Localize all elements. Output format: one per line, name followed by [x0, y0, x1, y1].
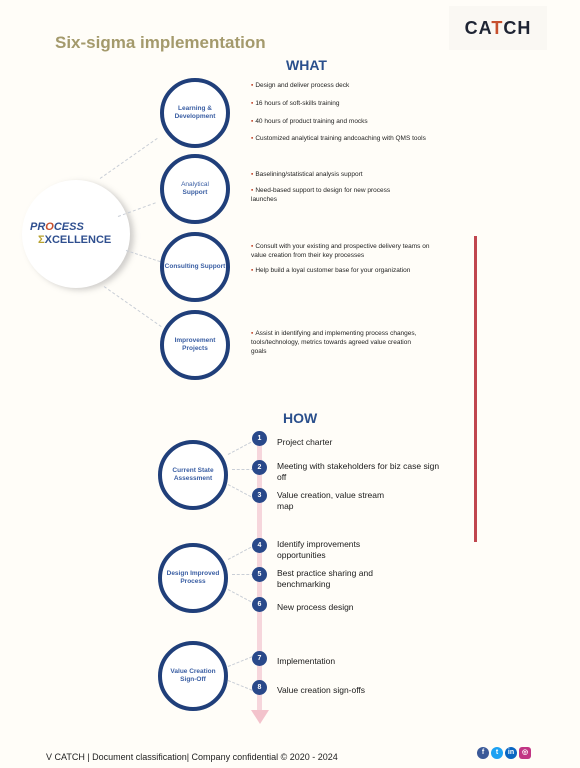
connector-line — [228, 589, 251, 602]
what-heading: WHAT — [286, 57, 327, 73]
connector-line — [228, 442, 251, 455]
design-improved-process-circle: Design Improved Process — [158, 543, 228, 613]
connector-line — [228, 680, 252, 691]
timeline-arrow — [251, 710, 269, 724]
facebook-icon[interactable]: f — [477, 747, 489, 759]
bullet-item: ▪ Customized analytical training andcoaching with QMS tools — [251, 135, 466, 144]
process-label: PROCESS — [30, 221, 84, 233]
step-number: 5 — [252, 567, 267, 582]
step-number: 7 — [252, 651, 267, 666]
how-heading: HOW — [283, 410, 318, 426]
consulting-support-circle: Consulting Support — [160, 232, 230, 302]
step-text: New process design — [277, 602, 354, 612]
step-text: Meeting with stakeholders for biz case sign off — [277, 461, 440, 482]
step-text: Identify improvements opportunities — [277, 539, 361, 560]
analytical-support-circle — [160, 154, 230, 224]
connector-line — [228, 656, 252, 667]
bullet-item: ▪ 40 hours of product training and mocks — [251, 118, 466, 127]
current-state-assessment-circle: Current State Assessment — [158, 440, 228, 510]
bullet-item: ▪ Need-based support to design for new process launches — [251, 187, 411, 205]
page-title: Six-sigma implementation — [55, 33, 266, 52]
bullet-item: ▪ Baselining/statistical analysis support — [251, 171, 411, 180]
bullet-item: ▪ Assist in identifying and implementing process changes, tools/technology, metrics towards agreed value creation goals — [251, 330, 426, 356]
catch-logo — [449, 6, 547, 50]
linkedin-icon[interactable]: in — [505, 747, 517, 759]
bullet-item: ▪ Help build a loyal customer base for your organization — [251, 267, 431, 276]
improvement-projects-circle: Improvement Projects — [160, 310, 230, 380]
bullet-item: ▪ Consult with your existing and prospective delivery teams on value creation from their key processes — [251, 243, 431, 261]
circle-label-top: Analytical — [181, 180, 209, 188]
bullet-item: ▪ 16 hours of soft-skills training — [251, 100, 466, 109]
analytical-bullets — [251, 171, 411, 204]
step-text: Value creation, value stream map — [277, 490, 385, 511]
footer-text: V CATCH | Document classification| Company confidential © 2020 - 2024 — [46, 752, 338, 762]
consulting-bullets — [251, 243, 431, 275]
learning-bullets — [251, 82, 466, 144]
connector-line — [228, 484, 251, 497]
improvement-bullets — [251, 330, 426, 356]
learning-development-circle: Learning & Development — [160, 78, 230, 148]
connector-line — [228, 547, 251, 560]
connector-line — [104, 286, 162, 327]
step-number: 4 — [252, 538, 267, 553]
instagram-icon[interactable]: ◎ — [519, 747, 531, 759]
circle-label-bottom: Support — [182, 189, 208, 196]
step-text: Project charter — [277, 437, 333, 447]
connector-line — [100, 138, 158, 179]
connector-line — [232, 574, 254, 575]
bullet-item: ▪ Design and deliver process deck — [251, 82, 466, 91]
excellence-label: ΣXCELLENCE — [38, 234, 112, 246]
step-number: 1 — [252, 431, 267, 446]
connector-line — [126, 250, 161, 262]
step-text: Best practice sharing and benchmarking — [277, 568, 373, 589]
step-number: 8 — [252, 680, 267, 695]
accent-bar — [474, 236, 477, 542]
step-number: 2 — [252, 460, 267, 475]
step-number: 6 — [252, 597, 267, 612]
step-text: Implementation — [277, 656, 336, 666]
logo-text: CATCH — [464, 18, 532, 38]
step-text: Value creation sign-offs — [277, 685, 366, 695]
connector-line — [232, 469, 254, 470]
twitter-icon[interactable]: t — [491, 747, 503, 759]
step-number: 3 — [252, 488, 267, 503]
value-creation-signoff-circle: Value Creation Sign-Off — [158, 641, 228, 711]
